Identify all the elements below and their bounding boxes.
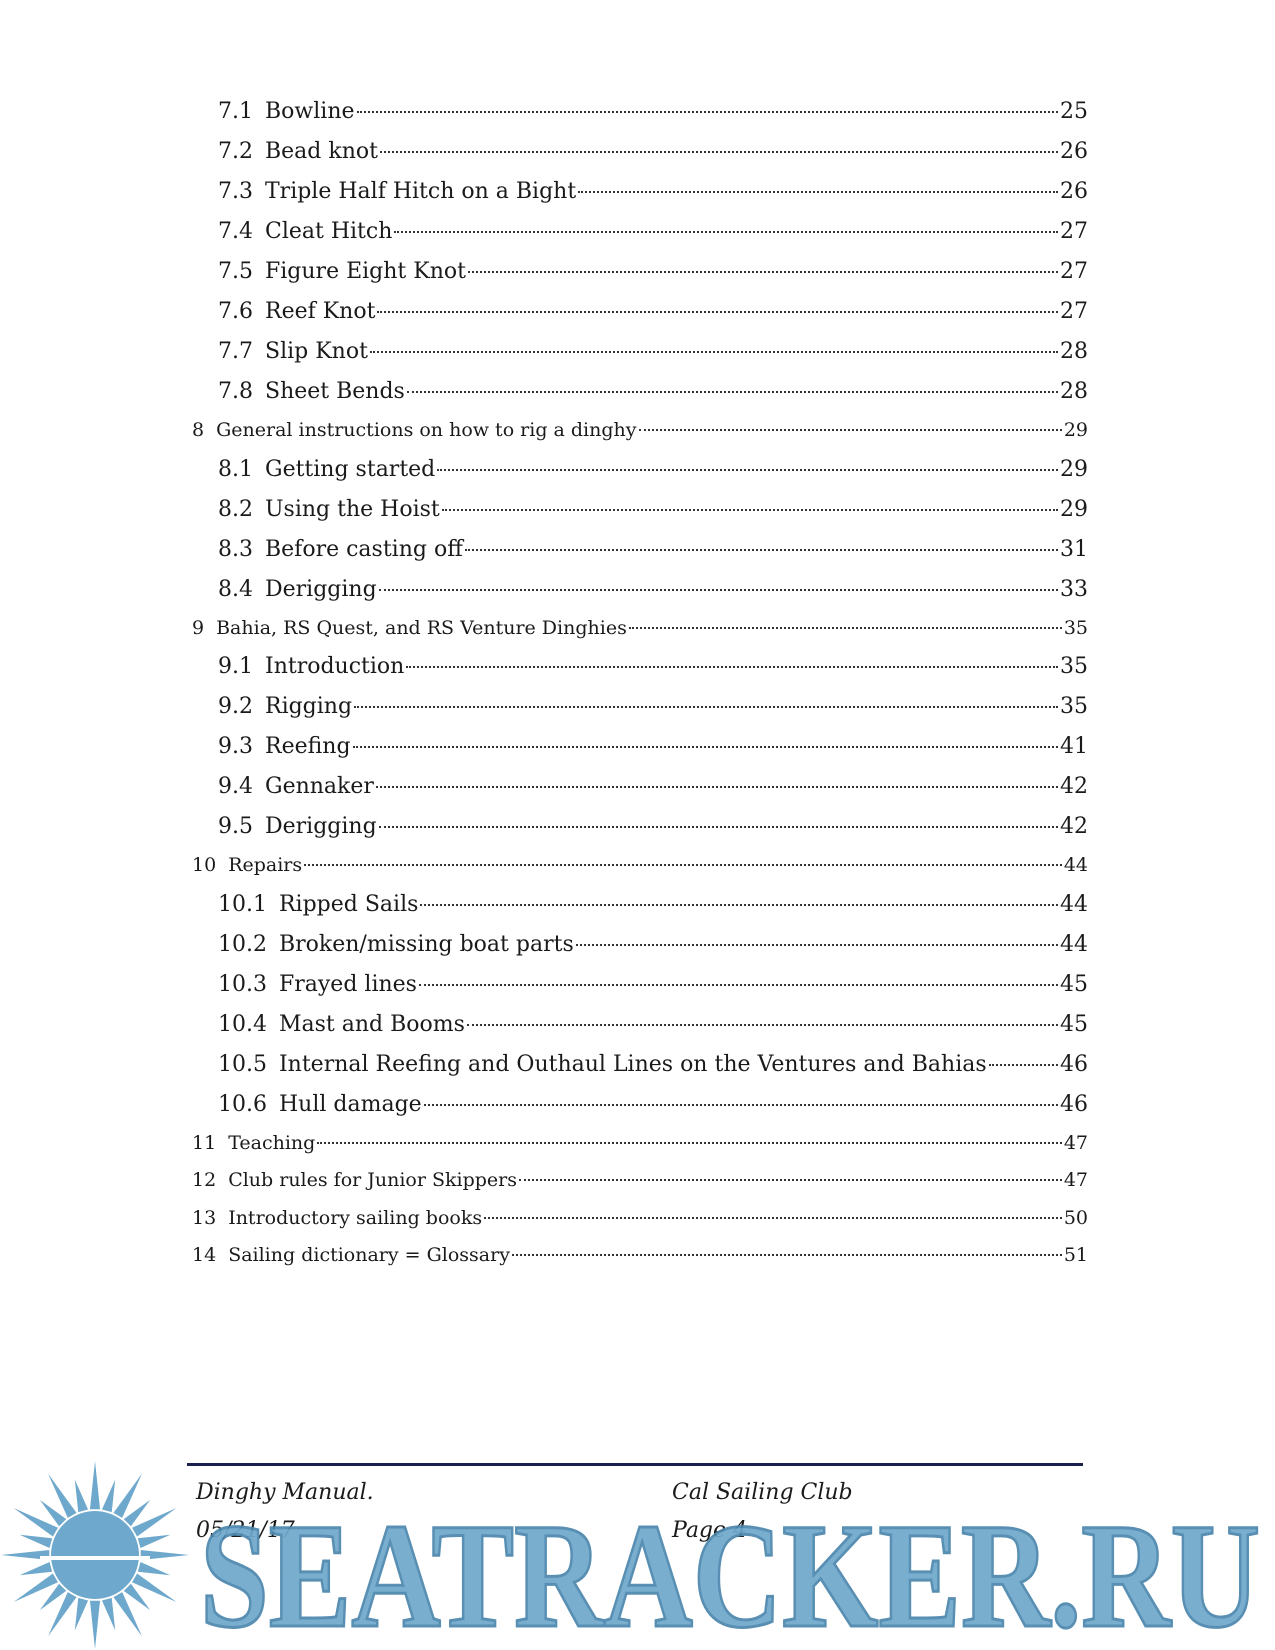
footer-date: 05/21/17 bbox=[196, 1518, 295, 1543]
toc-entry-page: 27 bbox=[1060, 299, 1088, 324]
toc-entry-number: 9.5 bbox=[218, 814, 253, 839]
toc-entry-title: Triple Half Hitch on a Bight bbox=[265, 179, 577, 204]
sun-ray bbox=[90, 1601, 100, 1649]
toc-entry[interactable] bbox=[192, 767, 1088, 807]
toc-entry-number: 12 bbox=[192, 1169, 217, 1191]
dot-leader bbox=[639, 429, 1062, 431]
toc-entry-page: 42 bbox=[1060, 814, 1088, 839]
toc-entry[interactable] bbox=[192, 885, 1088, 925]
toc-entry-number: 7.5 bbox=[218, 259, 253, 284]
toc-entry[interactable] bbox=[192, 965, 1088, 1005]
sun-ray bbox=[138, 1535, 170, 1548]
toc-entry-title: Introductory sailing books bbox=[228, 1206, 483, 1229]
toc-entry-page: 45 bbox=[1060, 971, 1088, 997]
dot-leader bbox=[379, 589, 1058, 591]
toc-entry-title: Ripped Sails bbox=[278, 891, 419, 917]
toc-entry[interactable] bbox=[192, 1125, 1088, 1163]
toc-entry-page: 46 bbox=[1060, 1091, 1088, 1117]
toc-entry-title: Bahia, RS Quest, and RS Venture Dinghies bbox=[216, 616, 627, 639]
toc-entry[interactable] bbox=[192, 372, 1088, 412]
dot-leader bbox=[377, 311, 1058, 313]
toc-entry-page: 26 bbox=[1060, 179, 1088, 204]
toc-entry-title: Getting started bbox=[265, 456, 436, 482]
toc-entry-title: Bowline bbox=[265, 99, 355, 124]
toc-entry[interactable] bbox=[192, 1237, 1088, 1275]
toc-entry-page: 28 bbox=[1060, 379, 1088, 404]
toc-entry[interactable] bbox=[192, 92, 1088, 132]
dot-leader bbox=[357, 111, 1058, 113]
toc-entry[interactable] bbox=[192, 292, 1088, 332]
toc-entry-title: Using the Hoist bbox=[265, 496, 440, 522]
toc-entry-page: 27 bbox=[1060, 259, 1088, 284]
dot-leader bbox=[419, 984, 1058, 986]
toc-entry-number: 7.2 bbox=[218, 139, 253, 164]
dot-leader bbox=[512, 1254, 1062, 1256]
toc-entry-number: 10.3 bbox=[218, 971, 267, 997]
toc-entry-number: 7.4 bbox=[218, 219, 253, 244]
toc-entry-title: Slip Knot bbox=[265, 339, 368, 364]
toc-entry-title: Broken/missing boat parts bbox=[278, 931, 574, 957]
toc-entry-title: General instructions on how to rig a dinghy bbox=[216, 419, 637, 441]
dot-leader bbox=[468, 271, 1058, 273]
toc-entry-page: 41 bbox=[1060, 734, 1088, 759]
toc-entry-page: 45 bbox=[1060, 1011, 1088, 1037]
dot-leader bbox=[989, 1064, 1058, 1066]
toc-entry-page: 33 bbox=[1060, 576, 1088, 602]
toc-entry-number: 7.8 bbox=[218, 379, 253, 404]
toc-entry-title: Figure Eight Knot bbox=[265, 259, 466, 284]
toc-entry-title: Reef Knot bbox=[265, 299, 376, 324]
toc-entry-number: 10.4 bbox=[218, 1011, 267, 1037]
toc-entry-page: 47 bbox=[1063, 1131, 1088, 1154]
toc-entry-page: 47 bbox=[1063, 1169, 1088, 1191]
dot-leader bbox=[370, 351, 1058, 353]
toc-entry-number: 10 bbox=[192, 854, 217, 876]
toc-entry[interactable] bbox=[192, 1085, 1088, 1125]
toc-entry-page: 44 bbox=[1060, 891, 1088, 917]
toc-entry-page: 51 bbox=[1063, 1244, 1088, 1266]
toc-entry-title: Repairs bbox=[228, 854, 303, 876]
toc-entry-number: 7.7 bbox=[218, 339, 253, 364]
toc-entry-page: 25 bbox=[1060, 99, 1088, 124]
toc-entry-title: Club rules for Junior Skippers bbox=[228, 1169, 518, 1191]
dot-leader bbox=[424, 1104, 1058, 1106]
footer-rule bbox=[187, 1463, 1083, 1466]
toc-entry-title: Frayed lines bbox=[278, 971, 417, 997]
toc-entry-number: 10.1 bbox=[218, 891, 267, 917]
toc-entry[interactable] bbox=[192, 1200, 1088, 1238]
sun-ray bbox=[102, 1480, 115, 1512]
dot-leader bbox=[629, 627, 1062, 629]
toc-entry-number: 8.1 bbox=[218, 456, 253, 482]
toc-entry-number: 9.4 bbox=[218, 774, 253, 799]
toc-entry-number: 8.3 bbox=[218, 536, 253, 562]
toc-entry[interactable] bbox=[192, 727, 1088, 767]
toc-entry[interactable] bbox=[192, 925, 1088, 965]
toc-entry-title: Internal Reefing and Outhaul Lines on the Ventures and Bahias bbox=[278, 1051, 987, 1077]
toc-entry-title: Derigging bbox=[265, 814, 377, 839]
toc-entry-page: 46 bbox=[1060, 1051, 1088, 1077]
toc-entry-number: 7.1 bbox=[218, 99, 253, 124]
toc-entry-number: 13 bbox=[192, 1206, 217, 1229]
toc-entry[interactable] bbox=[192, 172, 1088, 212]
toc-entry-page: 35 bbox=[1063, 616, 1088, 639]
toc-entry-number: 10.2 bbox=[218, 931, 267, 957]
sun-ray bbox=[75, 1480, 88, 1512]
toc-entry-page: 50 bbox=[1063, 1206, 1088, 1229]
toc-entry[interactable] bbox=[192, 252, 1088, 292]
toc-entry[interactable] bbox=[192, 132, 1088, 172]
toc-entry-title: Cleat Hitch bbox=[265, 219, 393, 244]
sun-ray bbox=[138, 1562, 170, 1575]
dot-leader bbox=[394, 231, 1058, 233]
toc-entry-number: 9 bbox=[192, 616, 205, 639]
toc-entry-title: Bead knot bbox=[265, 139, 378, 164]
sun-ray bbox=[20, 1535, 52, 1548]
dot-leader bbox=[407, 391, 1058, 393]
toc-entry[interactable] bbox=[192, 847, 1088, 885]
toc-entry-title: Sailing dictionary = Glossary bbox=[228, 1244, 510, 1266]
toc-entry-page: 35 bbox=[1060, 694, 1088, 719]
toc-entry-page: 35 bbox=[1060, 654, 1088, 679]
toc-entry[interactable] bbox=[192, 687, 1088, 727]
toc-entry-page: 26 bbox=[1060, 139, 1088, 164]
toc-entry-title: Mast and Booms bbox=[278, 1011, 465, 1037]
toc-entry-number: 11 bbox=[192, 1131, 217, 1154]
toc-entry[interactable] bbox=[192, 610, 1088, 648]
toc-entry[interactable] bbox=[192, 1045, 1088, 1085]
dot-leader bbox=[406, 666, 1058, 668]
toc-entry-title: Introduction bbox=[265, 654, 405, 679]
dot-leader bbox=[578, 191, 1058, 193]
sun-ray bbox=[75, 1598, 88, 1630]
toc-entry[interactable] bbox=[192, 1005, 1088, 1045]
sun-ray bbox=[102, 1598, 115, 1630]
dot-leader bbox=[420, 904, 1058, 906]
dot-leader bbox=[354, 706, 1058, 708]
toc-entry-page: 29 bbox=[1060, 456, 1088, 482]
toc-entry[interactable] bbox=[192, 647, 1088, 687]
dot-leader bbox=[442, 509, 1058, 511]
toc-entry-number: 9.1 bbox=[218, 654, 253, 679]
toc-entry-number: 7.6 bbox=[218, 299, 253, 324]
toc-entry-number: 8 bbox=[192, 419, 205, 441]
dot-leader bbox=[484, 1217, 1062, 1219]
toc-entry-title: Before casting off bbox=[265, 536, 463, 562]
toc-entry-number: 9.2 bbox=[218, 694, 253, 719]
dot-leader bbox=[467, 1024, 1058, 1026]
footer-club-name: Cal Sailing Club bbox=[672, 1480, 853, 1505]
sun-logo-icon bbox=[0, 1460, 190, 1650]
toc-entry-title: Rigging bbox=[265, 694, 353, 719]
toc-entry[interactable] bbox=[192, 570, 1088, 610]
toc-entry-page: 29 bbox=[1063, 419, 1088, 441]
dot-leader bbox=[437, 469, 1058, 471]
dot-leader bbox=[519, 1179, 1062, 1181]
toc-entry-page: 44 bbox=[1060, 931, 1088, 957]
toc-entry-number: 14 bbox=[192, 1244, 217, 1266]
footer-doc-title: Dinghy Manual. bbox=[196, 1480, 374, 1505]
toc-entry-page: 42 bbox=[1060, 774, 1088, 799]
toc-entry-page: 44 bbox=[1063, 854, 1088, 876]
toc-entry-page: 28 bbox=[1060, 339, 1088, 364]
toc-entry[interactable] bbox=[192, 807, 1088, 847]
dot-leader bbox=[353, 746, 1058, 748]
toc-entry-title: Sheet Bends bbox=[265, 379, 405, 404]
toc-entry-number: 10.5 bbox=[218, 1051, 267, 1077]
toc-entry[interactable] bbox=[192, 1162, 1088, 1200]
watermark-text: SEATRACKER.RU bbox=[200, 1493, 1260, 1648]
footer-page-number: Page 4 bbox=[672, 1518, 748, 1543]
toc-entry-title: Teaching bbox=[228, 1131, 316, 1154]
toc-entry[interactable] bbox=[192, 412, 1088, 450]
toc-entry-page: 27 bbox=[1060, 219, 1088, 244]
watermark bbox=[200, 1488, 1270, 1648]
toc-entry-title: Hull damage bbox=[278, 1091, 422, 1117]
dot-leader bbox=[379, 826, 1058, 828]
dot-leader bbox=[465, 549, 1058, 551]
toc-entry-number: 9.3 bbox=[218, 734, 253, 759]
toc-entry-title: Reefing bbox=[265, 734, 351, 759]
sun-ray bbox=[90, 1461, 100, 1509]
toc-entry[interactable] bbox=[192, 332, 1088, 372]
toc-entry[interactable] bbox=[192, 450, 1088, 490]
dot-leader bbox=[317, 1142, 1062, 1144]
toc-entry[interactable] bbox=[192, 530, 1088, 570]
dot-leader bbox=[576, 944, 1058, 946]
toc-entry-title: Derigging bbox=[265, 576, 377, 602]
dot-leader bbox=[380, 151, 1058, 153]
toc-entry-page: 31 bbox=[1060, 536, 1088, 562]
table-of-contents bbox=[192, 92, 1088, 1275]
toc-entry-number: 8.2 bbox=[218, 496, 253, 522]
dot-leader bbox=[376, 786, 1058, 788]
toc-entry-number: 7.3 bbox=[218, 179, 253, 204]
toc-entry[interactable] bbox=[192, 490, 1088, 530]
toc-entry-page: 29 bbox=[1060, 496, 1088, 522]
sun-ray bbox=[20, 1562, 52, 1575]
toc-entry-title: Gennaker bbox=[265, 774, 374, 799]
toc-entry-number: 10.6 bbox=[218, 1091, 267, 1117]
toc-entry-number: 8.4 bbox=[218, 576, 253, 602]
toc-entry[interactable] bbox=[192, 212, 1088, 252]
dot-leader bbox=[304, 864, 1062, 866]
